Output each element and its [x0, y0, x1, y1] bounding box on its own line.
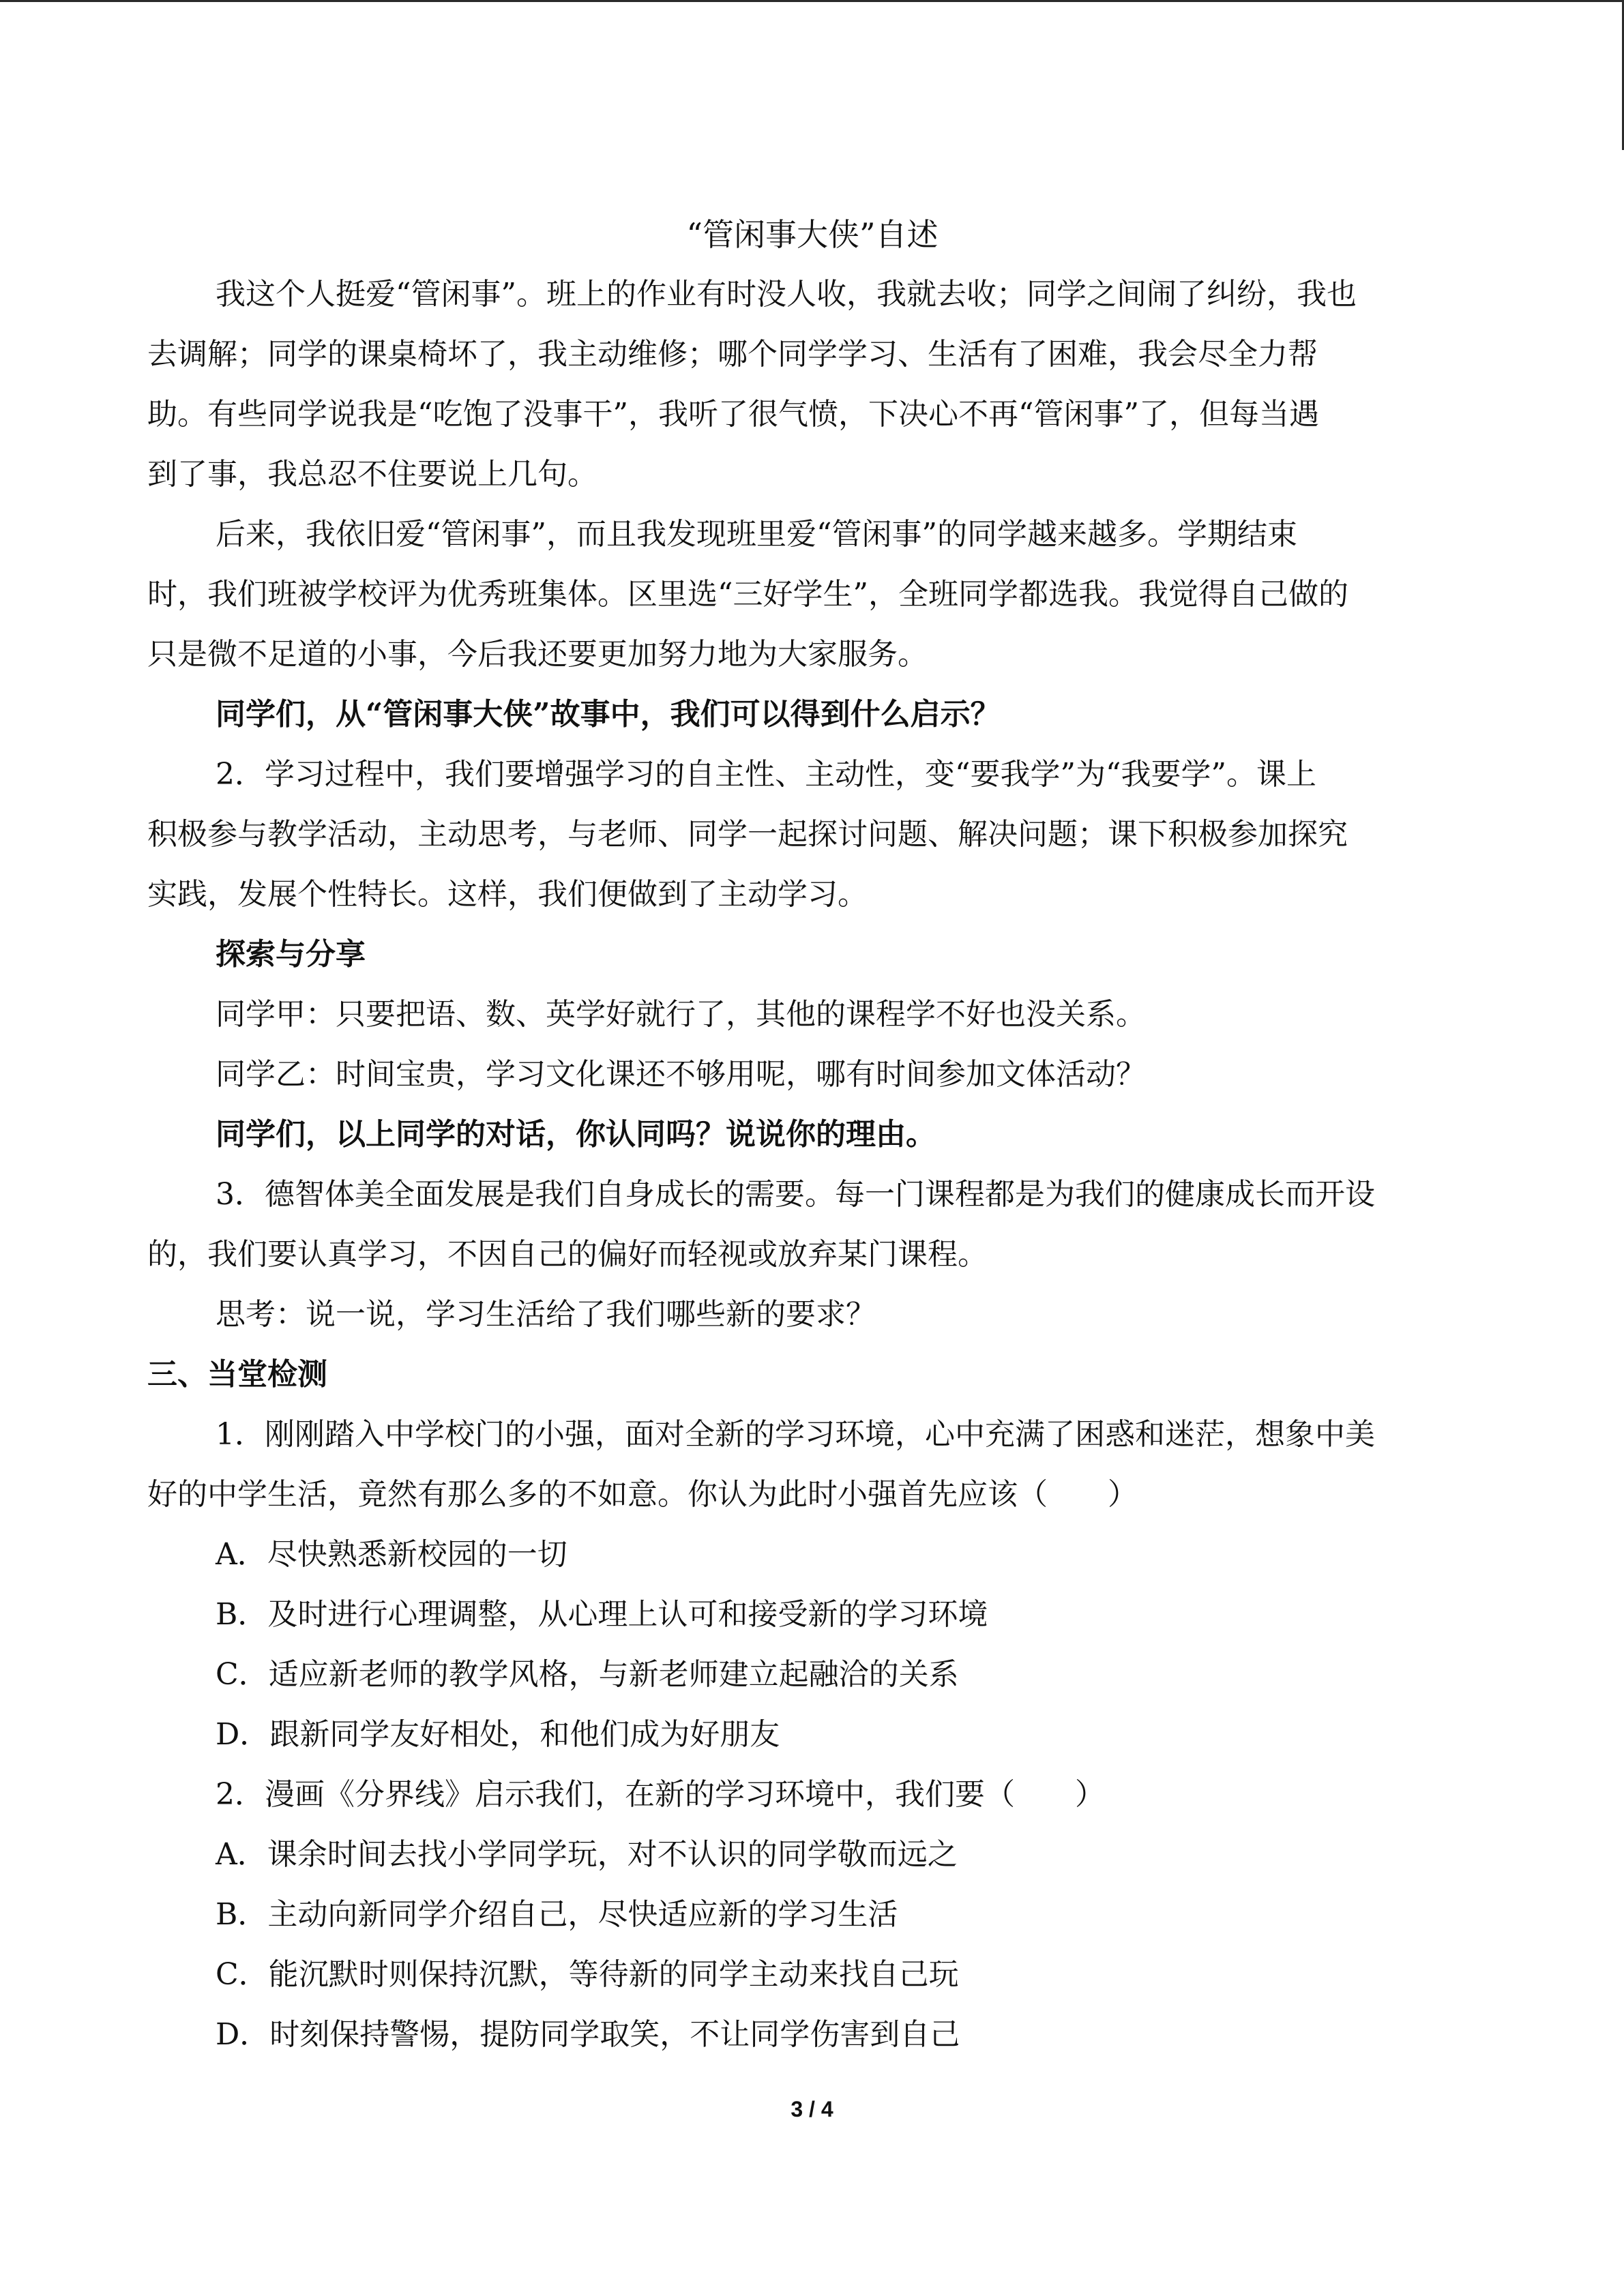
story-paragraph-2-line: 后来，我依旧爱“管闲事”，而且我发现班里爱“管闲事”的同学越来越多。学期结束	[216, 517, 1297, 552]
point-2-line: 2．学习过程中，我们要增强学习的自主性、主动性，变“要我学”为“我要学”。课上	[216, 757, 1316, 792]
question-2-option-a: A．课余时间去找小学同学玩，对不认识的同学敬而远之	[216, 1837, 958, 1872]
page-content	[147, 205, 1477, 2065]
question-1-stem: 好的中学生活，竟然有那么多的不如意。你认为此时小强首先应该（ ）	[147, 1477, 1138, 1512]
top-border	[0, 0, 1624, 2]
think-prompt: 思考：说一说，学习生活给了我们哪些新的要求？	[216, 1297, 876, 1332]
story-paragraph-2-line: 只是微不足道的小事，今后我还要更加努力地为大家服务。	[147, 637, 928, 672]
page-number: 3 / 4	[791, 2097, 833, 2121]
question-2-stem: 2．漫画《分界线》启示我们，在新的学习环境中，我们要（ ）	[216, 1777, 1105, 1812]
story-paragraph-2-line: 时，我们班被学校评为优秀班集体。区里选“三好学生”，全班同学都选我。我觉得自己做的	[147, 577, 1348, 612]
story-title: “管闲事大侠”自述	[686, 216, 939, 253]
story-paragraph-1-line: 我这个人挺爱“管闲事”。班上的作业有时没人收，我就去收；同学之间闹了纠纷，我也	[216, 277, 1357, 312]
question-2-option-b: B．主动向新同学介绍自己，尽快适应新的学习生活	[216, 1897, 898, 1932]
explore-question: 同学们，以上同学的对话，你认同吗？说说你的理由。	[216, 1117, 936, 1152]
point-2-line: 积极参与教学活动，主动思考，与老师、同学一起探讨问题、解决问题；课下积极参加探究	[147, 817, 1348, 852]
question-2-option-c: C．能沉默时则保持沉默，等待新的同学主动来找自己玩	[216, 1957, 959, 1992]
student-b-statement: 同学乙：时间宝贵，学习文化课还不够用呢，哪有时间参加文体活动？	[216, 1057, 1146, 1092]
question-1-option-b: B．及时进行心理调整，从心理上认可和接受新的学习环境	[216, 1597, 988, 1632]
explore-heading: 探索与分享	[216, 937, 366, 972]
story-question: 同学们，从“管闲事大侠”故事中，我们可以得到什么启示？	[216, 697, 1001, 732]
story-paragraph-1-line: 去调解；同学的课桌椅坏了，我主动维修；哪个同学学习、生活有了困难，我会尽全力帮	[147, 337, 1318, 372]
question-1-option-c: C．适应新老师的教学风格，与新老师建立起融洽的关系	[216, 1657, 959, 1692]
point-3-line: 的，我们要认真学习，不因自己的偏好而轻视或放弃某门课程。	[147, 1237, 988, 1272]
student-a-statement: 同学甲：只要把语、数、英学好就行了，其他的课程学不好也没关系。	[216, 997, 1146, 1032]
point-2-line: 实践，发展个性特长。这样，我们便做到了主动学习。	[147, 877, 868, 912]
story-paragraph-1-line: 到了事，我总忍不住要说上几句。	[147, 457, 597, 492]
question-2-option-d: D．时刻保持警惕，提防同学取笑，不让同学伤害到自己	[216, 2017, 960, 2052]
question-1-option-a: A．尽快熟悉新校园的一切	[216, 1537, 567, 1572]
question-1-option-d: D．跟新同学友好相处，和他们成为好朋友	[216, 1717, 780, 1752]
story-paragraph-1-line: 助。有些同学说我是“吃饱了没事干”，我听了很气愤，下决心不再“管闲事”了，但每当遇	[147, 397, 1319, 432]
point-3-line: 3．德智体美全面发展是我们自身成长的需要。每一门课程都是为我们的健康成长而开设	[216, 1177, 1375, 1212]
question-1-stem: 1．刚刚踏入中学校门的小强，面对全新的学习环境，心中充满了困惑和迷茫，想象中美	[216, 1417, 1375, 1452]
section-3-heading: 三、当堂检测	[147, 1357, 327, 1392]
